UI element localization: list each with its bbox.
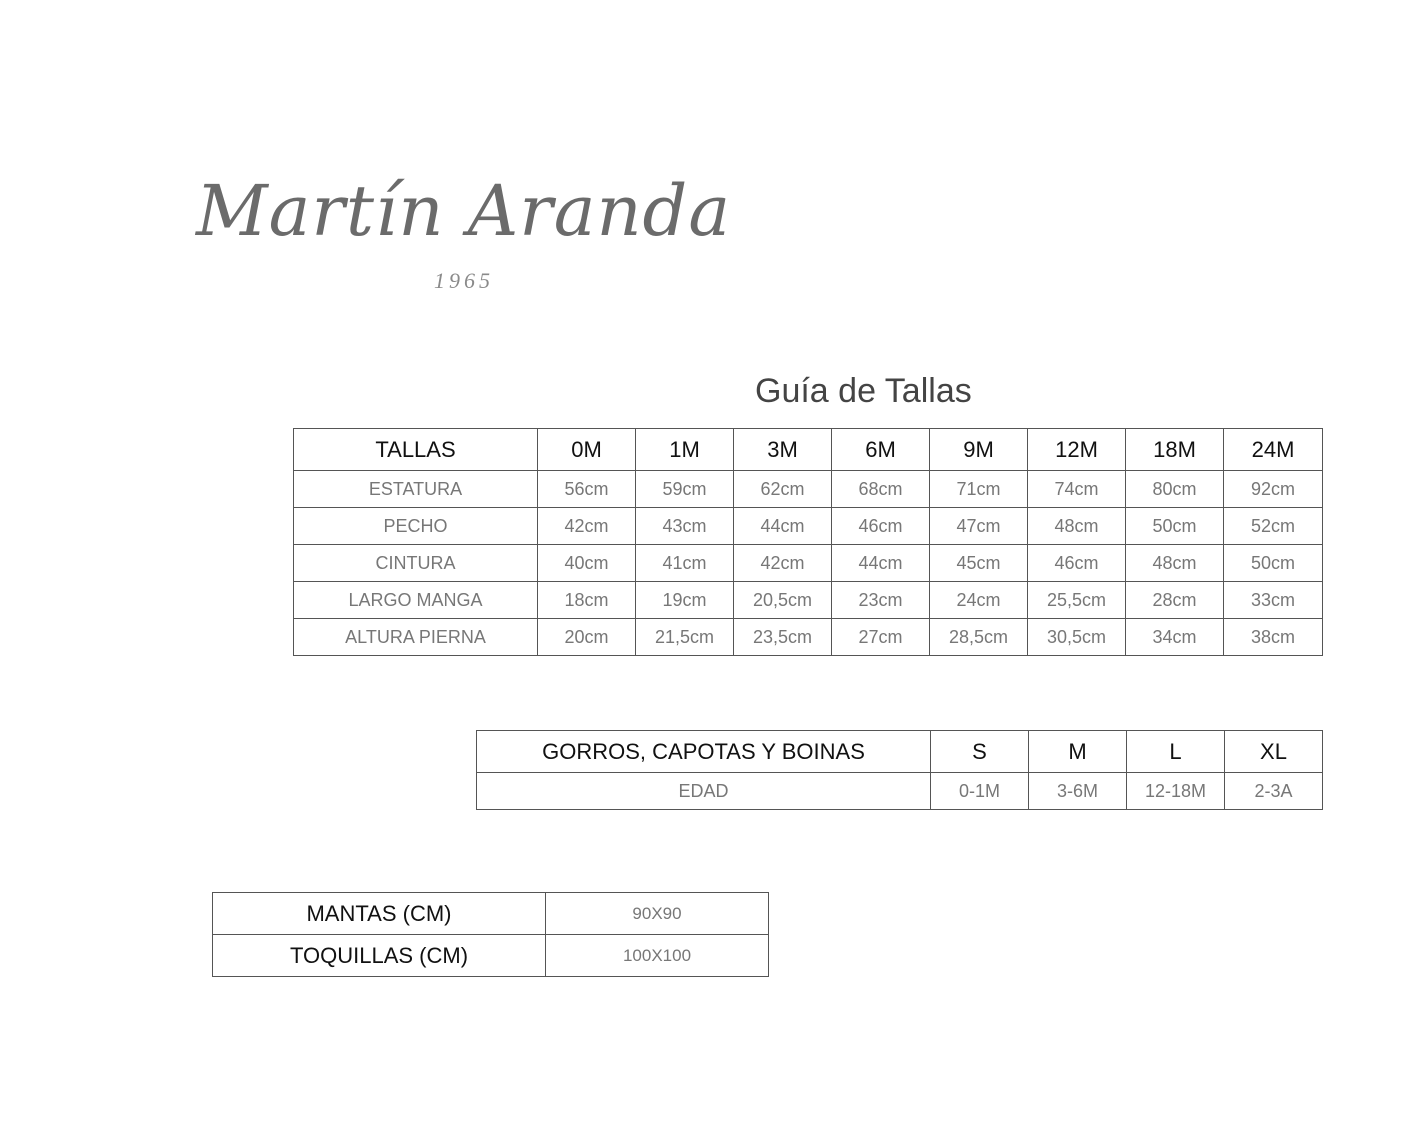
table-cell: 90X90 <box>546 893 769 935</box>
table-cell: 68cm <box>832 471 930 508</box>
table-cell: 23,5cm <box>734 619 832 656</box>
table-cell: 50cm <box>1126 508 1224 545</box>
table-cell: 40cm <box>538 545 636 582</box>
table-cell: 34cm <box>1126 619 1224 656</box>
table-cell: 74cm <box>1028 471 1126 508</box>
table-cell: 21,5cm <box>636 619 734 656</box>
table-cell: 28cm <box>1126 582 1224 619</box>
hats-header-label: GORROS, CAPOTAS Y BOINAS <box>477 731 931 773</box>
table-cell: 56cm <box>538 471 636 508</box>
table-cell: 100X100 <box>546 935 769 977</box>
row-label: EDAD <box>477 773 931 810</box>
size-header: M <box>1029 731 1127 773</box>
table-row <box>294 545 1323 582</box>
table-cell: 25,5cm <box>1028 582 1126 619</box>
table-cell: 92cm <box>1224 471 1323 508</box>
table-cell: 80cm <box>1126 471 1224 508</box>
row-label: TOQUILLAS (CM) <box>213 935 546 977</box>
sizes-header-row <box>294 429 1323 471</box>
table-cell: 2-3A <box>1225 773 1323 810</box>
table-cell: 62cm <box>734 471 832 508</box>
table-cell: 59cm <box>636 471 734 508</box>
table-row <box>294 619 1323 656</box>
brand-logo <box>196 170 756 300</box>
size-header: 24M <box>1224 429 1323 471</box>
table-cell: 52cm <box>1224 508 1323 545</box>
table-cell: 48cm <box>1028 508 1126 545</box>
table-cell: 23cm <box>832 582 930 619</box>
size-header: XL <box>1225 731 1323 773</box>
table-cell: 24cm <box>930 582 1028 619</box>
table-cell: 12-18M <box>1127 773 1225 810</box>
size-header: 0M <box>538 429 636 471</box>
table-cell: 38cm <box>1224 619 1323 656</box>
table-cell: 19cm <box>636 582 734 619</box>
table-cell: 3-6M <box>1029 773 1127 810</box>
size-header: 1M <box>636 429 734 471</box>
row-label: ESTATURA <box>294 471 538 508</box>
table-cell: 42cm <box>734 545 832 582</box>
blankets-table <box>212 892 769 977</box>
table-cell: 43cm <box>636 508 734 545</box>
table-cell: 30,5cm <box>1028 619 1126 656</box>
table-cell: 27cm <box>832 619 930 656</box>
brand-year: 1965 <box>434 268 494 293</box>
table-cell: 18cm <box>538 582 636 619</box>
table-cell: 28,5cm <box>930 619 1028 656</box>
table-cell: 47cm <box>930 508 1028 545</box>
sizes-table <box>293 428 1323 656</box>
table-cell: 20,5cm <box>734 582 832 619</box>
table-row <box>294 582 1323 619</box>
page-title: Guía de Tallas <box>755 372 972 410</box>
table-cell: 41cm <box>636 545 734 582</box>
row-label: CINTURA <box>294 545 538 582</box>
size-header: 9M <box>930 429 1028 471</box>
table-cell: 46cm <box>832 508 930 545</box>
brand-name: Martín Aranda <box>196 170 732 252</box>
size-header: 6M <box>832 429 930 471</box>
table-cell: 71cm <box>930 471 1028 508</box>
table-cell: 50cm <box>1224 545 1323 582</box>
row-label: LARGO MANGA <box>294 582 538 619</box>
table-cell: 33cm <box>1224 582 1323 619</box>
table-row <box>294 508 1323 545</box>
table-cell: 20cm <box>538 619 636 656</box>
hats-header-row <box>477 731 1323 773</box>
size-header: 3M <box>734 429 832 471</box>
size-header: 12M <box>1028 429 1126 471</box>
table-cell: 0-1M <box>931 773 1029 810</box>
size-header: L <box>1127 731 1225 773</box>
table-row <box>213 935 769 977</box>
table-row <box>213 893 769 935</box>
table-cell: 44cm <box>734 508 832 545</box>
size-header: S <box>931 731 1029 773</box>
size-header: 18M <box>1126 429 1224 471</box>
row-label: MANTAS (CM) <box>213 893 546 935</box>
table-cell: 45cm <box>930 545 1028 582</box>
sizes-header-label: TALLAS <box>294 429 538 471</box>
table-cell: 44cm <box>832 545 930 582</box>
table-row <box>477 773 1323 810</box>
hats-table <box>476 730 1323 810</box>
row-label: PECHO <box>294 508 538 545</box>
table-cell: 42cm <box>538 508 636 545</box>
table-row <box>294 471 1323 508</box>
table-cell: 48cm <box>1126 545 1224 582</box>
row-label: ALTURA PIERNA <box>294 619 538 656</box>
table-cell: 46cm <box>1028 545 1126 582</box>
